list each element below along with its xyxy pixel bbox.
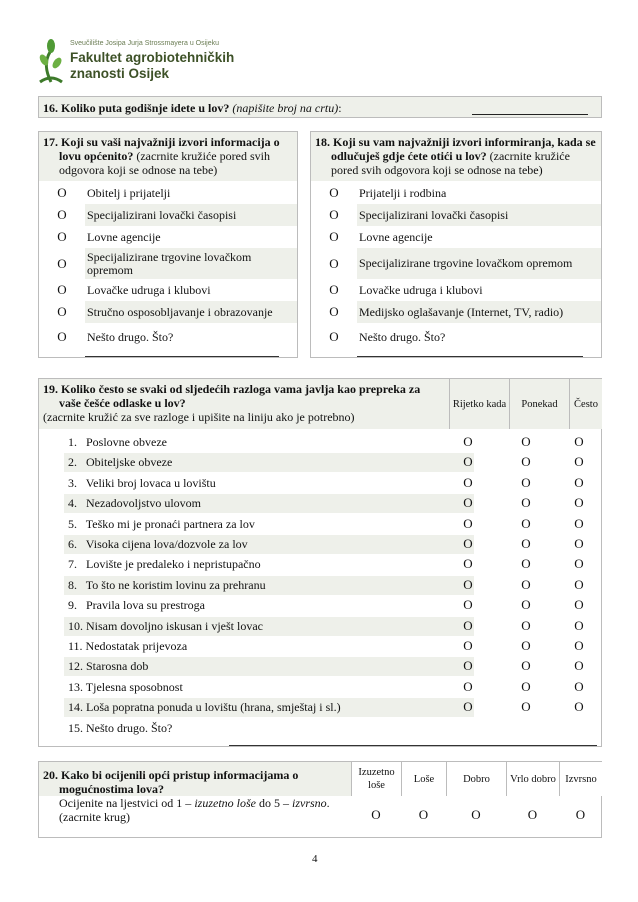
barrier-answer-circle[interactable]: O (574, 515, 584, 531)
barrier-answer-circle[interactable]: O (463, 434, 473, 449)
answer-circle[interactable]: O (57, 282, 67, 297)
barrier-item-label: 11. Nedostatak prijevoza (68, 639, 188, 653)
q17-option-row (39, 226, 297, 248)
barrier-item-row (64, 535, 474, 554)
answer-circle[interactable]: O (329, 282, 339, 297)
q18-option-label: Medijsko oglašavanje (Internet, TV, radio) (357, 301, 601, 323)
barrier-answer-circle[interactable]: O (574, 658, 584, 674)
rating-header: Dobro (446, 762, 506, 796)
q17-option-label: Obitelj i prijatelji (87, 185, 171, 200)
answer-circle[interactable]: O (57, 229, 67, 244)
q18-option-row (311, 248, 601, 279)
rating-circle[interactable]: O (418, 807, 429, 822)
barrier-item-label: 10. Nisam dovoljno iskusan i vješt lovac (68, 618, 263, 633)
barrier-answer-circle[interactable]: O (463, 474, 473, 490)
question-20-hint: (zacrnite krug) (59, 810, 130, 824)
barrier-answer-circle[interactable]: O (521, 495, 531, 511)
q17-option-row (39, 248, 297, 279)
barrier-answer-circle[interactable]: O (574, 454, 584, 470)
q17-option-row (39, 323, 297, 351)
barrier-item-label: 9. Pravila lova su prestroga (68, 598, 205, 613)
barrier-answer-circle[interactable]: O (521, 576, 531, 592)
q17-option-row (39, 182, 297, 204)
answer-circle[interactable]: O (57, 329, 67, 344)
question-17-header: 17. Koji su vaši najvažniji izvori informacija o lovu općenito? (zacrnite kružiće pored svih odgovora koji se odnose na tebe) (39, 132, 297, 181)
answer-circle[interactable]: O (329, 255, 339, 271)
barrier-item-row (64, 515, 474, 534)
barrier-item-row (64, 657, 474, 676)
barrier-item-label: 8. To što ne koristim lovinu za prehranu (68, 577, 266, 592)
answer-circle[interactable]: O (329, 329, 339, 344)
barrier-answer-circle[interactable]: O (574, 434, 584, 449)
leaf-logo-icon (38, 38, 64, 84)
q17-option-row (39, 301, 297, 323)
page-number: 4 (312, 853, 318, 865)
barrier-item-label: 1. Poslovne obveze (68, 435, 167, 449)
rating-circle[interactable]: O (575, 807, 586, 822)
answer-circle[interactable]: O (57, 255, 67, 271)
barrier-answer-circle[interactable]: O (463, 678, 473, 694)
barrier-item-row (64, 576, 474, 595)
q18-option-row (311, 323, 601, 351)
question-19-hint: (zacrnite kružić za sve razloge i upišite na liniju ako je potrebno) (43, 410, 355, 424)
column-sometimes: Ponekad (509, 379, 569, 429)
rating-header: Izuzetno loše (351, 762, 401, 796)
q17-option-label: Nešto drugo. Što? (87, 329, 174, 344)
barrier-item-label: 5. Teško mi je pronaći partnera za lov (68, 516, 255, 531)
barrier-answer-circle[interactable]: O (463, 495, 473, 511)
q17-option-row (39, 204, 297, 226)
barrier-answer-circle[interactable]: O (521, 474, 531, 490)
barrier-answer-circle[interactable]: O (463, 556, 473, 572)
question-16 (38, 96, 602, 118)
faculty-name-line2: znanosti Osijek (70, 66, 170, 81)
rating-header: Loše (401, 762, 446, 796)
faculty-name-line1: Fakultet agrobiotehničkih (70, 50, 235, 65)
barrier-answer-circle[interactable]: O (521, 658, 531, 674)
barrier-item-row (64, 698, 474, 717)
barrier-answer-circle[interactable]: O (574, 638, 584, 653)
barrier-answer-circle[interactable]: O (521, 678, 531, 694)
barrier-answer-circle[interactable]: O (574, 474, 584, 490)
rating-circle[interactable]: O (527, 807, 538, 822)
barrier-answer-circle[interactable]: O (463, 658, 473, 674)
barrier-answer-circle[interactable]: O (463, 617, 473, 633)
barrier-answer-circle[interactable]: O (574, 536, 584, 551)
q18-option-row (311, 226, 601, 248)
barrier-answer-circle[interactable]: O (574, 495, 584, 511)
answer-circle[interactable]: O (57, 207, 67, 222)
barrier-item-row (64, 637, 474, 656)
barrier-item-label: 12. Starosna dob (68, 659, 149, 674)
question-19-other-label: 15. Nešto drugo. Što? (68, 721, 173, 735)
q18-other-line[interactable] (357, 356, 583, 357)
question-20 (38, 761, 602, 838)
barrier-item-label: 6. Visoka cijena lova/dozvole za lov (68, 537, 248, 551)
q18-option-label: Specijalizirani lovački časopisi (357, 204, 601, 226)
barrier-answer-circle[interactable]: O (574, 617, 584, 633)
rating-header: Izvrsno (559, 762, 602, 796)
column-rarely: Rijetko kada (449, 379, 509, 429)
question-18 (310, 131, 602, 358)
barrier-item-row (64, 555, 474, 574)
q18-option-row (311, 204, 601, 226)
barrier-item-row (64, 596, 474, 615)
barrier-answer-circle[interactable]: O (463, 515, 473, 531)
barrier-answer-circle[interactable]: O (463, 699, 473, 715)
question-16-answer-line[interactable] (472, 114, 588, 115)
q17-option-label: Lovne agencije (87, 229, 161, 244)
q18-option-label: Specijalizirane trgovine lovačkom opremom (357, 248, 601, 279)
faculty-header (38, 38, 338, 88)
barrier-item-label: 2. Obiteljske obveze (68, 455, 173, 470)
q18-option-label: Nešto drugo. Što? (359, 329, 446, 344)
barrier-answer-circle[interactable]: O (463, 597, 473, 613)
barrier-answer-circle[interactable]: O (574, 576, 584, 592)
q18-option-label: Lovne agencije (359, 229, 433, 244)
q17-other-line[interactable] (85, 356, 279, 357)
barrier-answer-circle[interactable]: O (463, 454, 473, 470)
rating-header: Vrlo dobro (506, 762, 559, 796)
question-17 (38, 131, 298, 358)
column-often: Često (569, 379, 602, 429)
barrier-item-row (64, 433, 474, 452)
barrier-item-row (64, 453, 474, 472)
barrier-answer-circle[interactable]: O (463, 638, 473, 653)
barrier-item-row (64, 678, 474, 697)
q17-option-label: Lovačke udruga i klubovi (87, 282, 211, 297)
answer-circle[interactable]: O (329, 207, 339, 222)
barrier-item-label: 4. Nezadovoljstvo ulovom (68, 496, 201, 511)
barrier-answer-circle[interactable]: O (574, 678, 584, 694)
q17-option-label: Specijalizirani lovački časopisi (85, 204, 297, 226)
question-19 (38, 378, 602, 747)
barrier-answer-circle[interactable]: O (521, 536, 531, 551)
barrier-answer-circle[interactable]: O (521, 454, 531, 470)
answer-circle[interactable]: O (57, 185, 67, 200)
answer-circle[interactable]: O (329, 304, 339, 319)
barrier-answer-circle[interactable]: O (574, 699, 584, 715)
barrier-item-label: 13. Tjelesna sposobnost (68, 679, 183, 694)
question-20-instruction: Ocijenite na ljestvici od 1 – izuzetno loše do 5 – izvrsno. (59, 796, 330, 810)
barrier-answer-circle[interactable]: O (521, 597, 531, 613)
q18-option-label: Lovačke udruga i klubovi (359, 282, 483, 297)
question-19-other-line[interactable] (229, 745, 597, 746)
rating-circle[interactable]: O (371, 807, 381, 822)
barrier-answer-circle[interactable]: O (521, 515, 531, 531)
university-name: Sveučilište Josipa Jurja Strossmayera u Osijeku (70, 40, 220, 47)
barrier-item-label: 7. Lovište je predaleko i nepristupačno (68, 557, 261, 572)
question-19-header: 19. Koliko često se svaki od sljedećih razloga vama javlja kao prepreka za vaše češće odlaske u lov? (zacrnite kružić za sve razloge i upišite na liniju ako je potrebno) (39, 379, 449, 429)
answer-circle[interactable]: O (329, 229, 339, 244)
barrier-item-row (64, 494, 474, 513)
q18-option-row (311, 301, 601, 323)
barrier-answer-circle[interactable]: O (463, 536, 473, 551)
barrier-answer-circle[interactable]: O (521, 638, 531, 653)
barrier-item-row (64, 474, 474, 493)
q17-option-label: Stručno osposobljavanje i obrazovanje (85, 301, 297, 323)
barrier-answer-circle[interactable]: O (521, 434, 531, 449)
barrier-answer-circle[interactable]: O (574, 556, 584, 572)
answer-circle[interactable]: O (57, 304, 67, 319)
q18-option-row (311, 279, 601, 301)
question-20-header: 20. Kako bi ocijenili opći pristup informacijama o mogućnostima lova? Ocijenite na ljestvici od 1 – izuzetno loše do 5 – izvrsno. (zacrnite krug) (43, 768, 348, 824)
question-16-title: 16. Koliko puta godišnje idete u lov? (napišite broj na crtu): (43, 101, 342, 115)
q18-option-row (311, 182, 601, 204)
barrier-item-row (64, 617, 474, 636)
barrier-answer-circle[interactable]: O (574, 597, 584, 613)
barrier-answer-circle[interactable]: O (463, 576, 473, 592)
barrier-answer-circle[interactable]: O (521, 617, 531, 633)
q17-option-row (39, 279, 297, 301)
barrier-answer-circle[interactable]: O (521, 699, 531, 715)
q17-option-label: Specijalizirane trgovine lovačkom opremom (85, 248, 297, 279)
barrier-answer-circle[interactable]: O (521, 556, 531, 572)
q18-option-label: Prijatelji i rodbina (359, 185, 447, 200)
answer-circle[interactable]: O (329, 185, 339, 200)
rating-circle[interactable]: O (471, 807, 481, 822)
question-18-header: 18. Koji su vam najvažniji izvori informiranja, kada se odlučuješ gdje ćete otići u lov? (zacrnite kružiće pored svih odgovora koji se odnose na tebe) (311, 132, 601, 181)
barrier-item-label: 3. Veliki broj lovaca u lovištu (68, 475, 216, 490)
barrier-item-label: 14. Loša popratna ponuda u lovištu (hrana, smještaj i sl.) (68, 700, 341, 715)
